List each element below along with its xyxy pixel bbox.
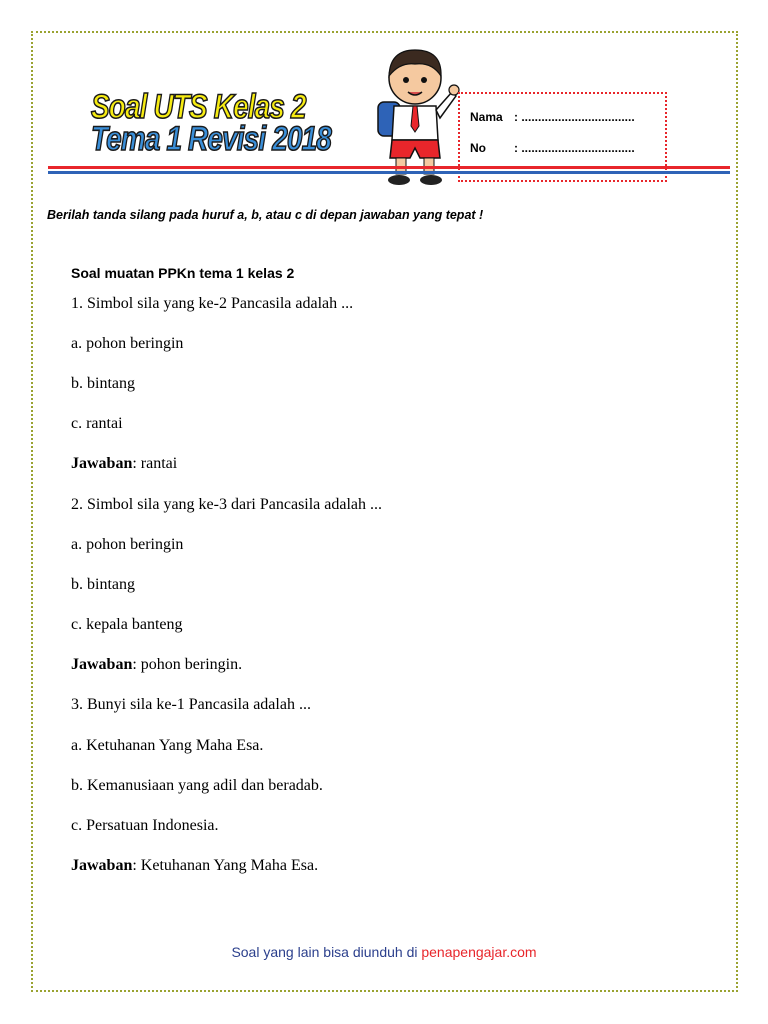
number-label: No xyxy=(470,141,486,155)
section-title: Soal muatan PPKn tema 1 kelas 2 xyxy=(71,265,295,281)
title-line-2: Tema 1 Revisi 2018 xyxy=(91,120,331,158)
question-2: 2. Simbol sila yang ke-3 dari Pancasila adalah ... xyxy=(71,496,383,513)
instruction-text: Berilah tanda silang pada huruf a, b, atau c di depan jawaban yang tepat ! xyxy=(47,208,484,222)
title-line-1: Soal UTS Kelas 2 xyxy=(91,88,306,126)
q1-option-b: b. bintang xyxy=(71,375,135,392)
q3-option-a: a. Ketuhanan Yang Maha Esa. xyxy=(71,737,264,754)
q2-answer xyxy=(71,656,242,674)
answer-label: Jawaban xyxy=(71,656,133,673)
q1-option-a: a. pohon beringin xyxy=(71,335,184,352)
q1-answer-text: : rantai xyxy=(132,455,178,472)
footer-note xyxy=(0,944,768,960)
name-label: Nama xyxy=(470,110,503,124)
q3-answer-text: : Ketuhanan Yang Maha Esa. xyxy=(132,857,319,874)
footer-site-link[interactable]: penapengajar.com xyxy=(421,944,537,960)
name-row xyxy=(470,110,635,124)
name-field: : .................................. xyxy=(514,110,635,124)
q2-option-a: a. pohon beringin xyxy=(71,536,184,553)
q3-option-c: c. Persatuan Indonesia. xyxy=(71,817,219,834)
q1-option-c: c. rantai xyxy=(71,415,123,432)
q2-option-b: b. bintang xyxy=(71,576,135,593)
header-stripe-blue xyxy=(48,171,730,174)
q1-answer xyxy=(71,455,177,473)
answer-label: Jawaban xyxy=(71,455,133,472)
number-field: : .................................. xyxy=(514,141,635,155)
question-3: 3. Bunyi sila ke-1 Pancasila adalah ... xyxy=(71,696,311,713)
q3-option-b: b. Kemanusiaan yang adil dan beradab. xyxy=(71,777,323,794)
q2-answer-text: : pohon beringin. xyxy=(132,656,243,673)
header-stripe-red xyxy=(48,166,730,169)
question-1: 1. Simbol sila yang ke-2 Pancasila adalah ... xyxy=(71,295,354,312)
answer-label: Jawaban xyxy=(71,857,133,874)
q2-option-c: c. kepala banteng xyxy=(71,616,183,633)
q3-answer xyxy=(71,857,318,875)
number-row xyxy=(470,141,635,155)
footer-text: Soal yang lain bisa diunduh di xyxy=(231,944,422,960)
